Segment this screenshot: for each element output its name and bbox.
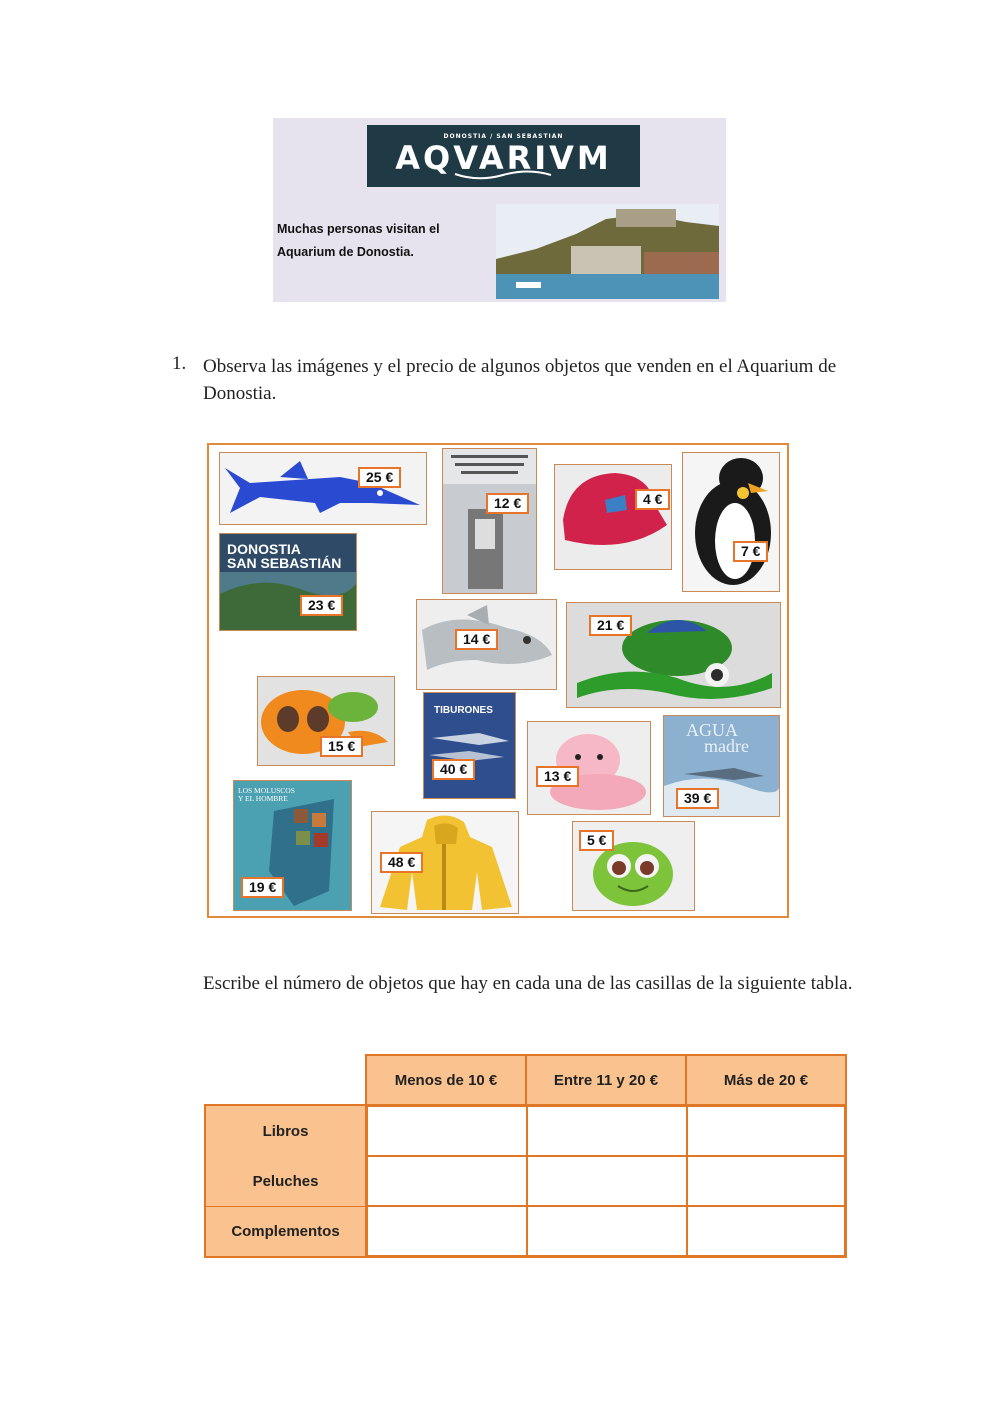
- book-agua-madre-photo: [663, 715, 780, 817]
- book-faro-photo: [442, 448, 537, 594]
- book-donostia-title: [227, 542, 341, 570]
- price-label: 15 €: [320, 736, 363, 757]
- book-tiburones-photo: [423, 692, 516, 799]
- book-donostia-photo: [219, 533, 357, 631]
- price-label: 48 €: [380, 852, 423, 873]
- harbour-photo: [496, 204, 719, 299]
- logo-wave-icon: [453, 170, 553, 180]
- aquarium-banner: [273, 118, 726, 302]
- book-tiburones-title: TIBURONES: [434, 705, 493, 716]
- price-label: 21 €: [589, 615, 632, 636]
- book-faro-image: [443, 449, 536, 593]
- answer-cell-libros-mas-20[interactable]: [687, 1106, 845, 1156]
- shark-plush-image: [220, 453, 426, 524]
- col-header-mas-20: Más de 20 €: [685, 1054, 847, 1106]
- answer-cell-complementos-mas-20[interactable]: [687, 1206, 845, 1256]
- book-agua-madre-title: [686, 722, 749, 754]
- answer-cell-libros-entre-11-20[interactable]: [527, 1106, 687, 1156]
- price-label: 12 €: [486, 493, 529, 514]
- question-text: Observa las imágenes y el precio de algunos objetos que venden en el Aquarium de Donostia.: [203, 356, 837, 404]
- count-table: [204, 1054, 847, 1258]
- price-label: 19 €: [241, 877, 284, 898]
- row-label-libros: Libros: [206, 1106, 365, 1156]
- book-donostia-title-line1: DONOSTIA: [227, 541, 301, 557]
- aquarium-logo: [367, 125, 640, 187]
- price-label: 40 €: [432, 759, 475, 780]
- price-label: 23 €: [300, 595, 343, 616]
- penguin-plush-photo: [682, 452, 780, 592]
- book-moluscos-title-line1: LOS MOLUSCOS: [238, 786, 295, 795]
- book-donostia-title-line2: SAN SEBASTIÁN: [227, 555, 342, 571]
- price-label: 4 €: [635, 489, 670, 510]
- book-agua-madre-title-line1: AGUA: [686, 720, 738, 740]
- row-label-peluches: Peluches: [206, 1156, 365, 1206]
- logo-title: AQVARIVM: [395, 139, 612, 177]
- price-label: 25 €: [358, 467, 401, 488]
- green-turtle-plush-photo: [566, 602, 781, 708]
- answer-grid: [365, 1104, 847, 1258]
- book-moluscos-title: [238, 787, 295, 803]
- orange-turtle-plush-photo: [257, 676, 395, 766]
- answer-cell-complementos-menos-10[interactable]: [367, 1206, 527, 1256]
- small-turtle-plush-photo: [572, 821, 695, 911]
- banner-caption-line1: Muchas personas visitan el: [277, 222, 440, 236]
- price-label: 14 €: [455, 629, 498, 650]
- answer-cell-peluches-menos-10[interactable]: [367, 1156, 527, 1206]
- col-header-entre-11-20: Entre 11 y 20 €: [525, 1054, 687, 1106]
- price-label: 7 €: [733, 541, 768, 562]
- shark-plush-photo: [219, 452, 427, 525]
- banner-caption-line2: Aquarium de Donostia.: [277, 245, 414, 259]
- book-moluscos-title-line2: Y EL HOMBRE: [238, 794, 288, 803]
- pink-cap-image: [555, 465, 671, 569]
- price-label: 39 €: [676, 788, 719, 809]
- product-collage: [207, 443, 789, 918]
- instruction-text: Escribe el número de objetos que hay en cada una de las casillas de la siguiente tabla.: [203, 973, 853, 994]
- yellow-raincoat-photo: [371, 811, 519, 914]
- answer-cell-libros-menos-10[interactable]: [367, 1106, 527, 1156]
- book-moluscos-photo: [233, 780, 352, 911]
- col-header-menos-10: Menos de 10 €: [365, 1054, 527, 1106]
- row-label-complementos: Complementos: [206, 1206, 365, 1256]
- answer-cell-peluches-mas-20[interactable]: [687, 1156, 845, 1206]
- book-agua-madre-title-line2: madre: [704, 736, 749, 756]
- pink-cap-photo: [554, 464, 672, 570]
- question-number: 1.: [172, 353, 187, 374]
- price-label: 5 €: [579, 830, 614, 851]
- penguin-plush-image: [683, 453, 779, 591]
- answer-cell-complementos-entre-11-20[interactable]: [527, 1206, 687, 1256]
- banner-caption: [277, 218, 477, 264]
- dolphin-plush-photo: [416, 599, 557, 690]
- seal-plush-photo: [527, 721, 651, 815]
- answer-cell-peluches-entre-11-20[interactable]: [527, 1156, 687, 1206]
- logo-subtitle: DONOSTIA / SAN SEBASTIAN: [443, 133, 564, 140]
- price-label: 13 €: [536, 766, 579, 787]
